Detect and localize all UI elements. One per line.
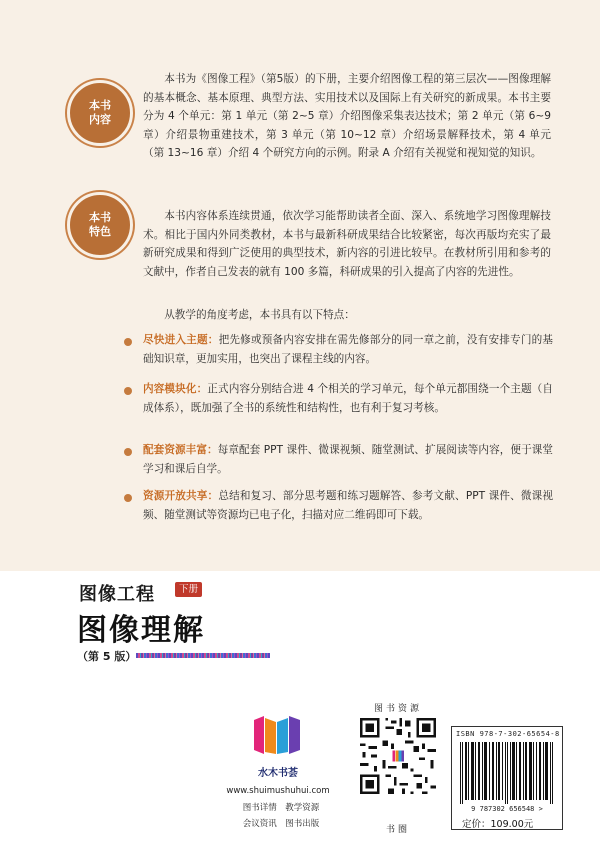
- qr-code-icon: [357, 715, 439, 797]
- bullet-dot: [124, 387, 132, 395]
- series-title: 图像工程: [79, 584, 155, 605]
- qr-label-top: 图书资源: [373, 704, 422, 714]
- bullet-dot: [124, 494, 132, 502]
- barcode-digits: 9 787302 656548 >: [471, 805, 543, 813]
- barcode-icon: [456, 742, 558, 804]
- publisher-links-row2: 会议资讯 图书出版: [242, 819, 320, 829]
- feature-title: 尽快进入主题：: [143, 334, 219, 346]
- content-summary: 本书为《图像工程》（第5版）的下册，主要介绍图像工程的第三层次——图像理解的基本概念、基本原理、典型方法、实用技术以及国际上有关研究的新成果。本书主要分为 4 个单元：第 1 单元（第 2~5 章）介绍图像采集表达技术；第 2 单元（第 6~9 章）介绍景物重建技术，第 3 单元（第 10~12 章）介绍场景解释技术，第 4 单元（第 13~16 章）介绍 4 个研究方向的示例。附录 A 介绍有关视觉和视知觉的知识。: [143, 73, 551, 160]
- features-badge-line2: 特色: [89, 225, 111, 238]
- feature-item: [143, 331, 553, 368]
- publisher-logo-icon: [252, 714, 302, 756]
- book-title: 图像理解: [77, 613, 205, 648]
- feature-title: 资源开放共享：: [143, 490, 219, 502]
- feature-item: [143, 380, 553, 417]
- decorative-stripe: [136, 653, 270, 658]
- bullet-dot: [124, 338, 132, 346]
- feature-title: 配套资源丰富：: [143, 444, 218, 456]
- edition-label: （第 5 版）: [77, 650, 137, 663]
- isbn-number: ISBN 978-7-302-65654-8: [456, 730, 560, 738]
- feature-title: 内容模块化：: [143, 383, 208, 395]
- features-badge-line1: 本书: [89, 211, 111, 224]
- features-intro: 本书内容体系连续贯通，依次学习能帮助读者全面、深入、系统地学习图像理解技术。相比于国内外同类教材，本书与最新科研成果结合比较紧密，每次再版均充实了最新研究成果和得到广泛使用的典型技术，新内容的引进比较早。在教材所引用和参考的文献中，作者自己发表的就有 100 多篇，科研成果的引入提高了内容的先进性。: [143, 210, 551, 278]
- content-badge-line2: 内容: [89, 113, 111, 126]
- content-badge-line1: 本书: [89, 99, 111, 112]
- publisher-name: 水木书荟: [258, 768, 298, 779]
- feature-text: 把先修或预备内容安排在需先修部分的同一章之前，没有安排专门的基础知识章，更加实用，也突出了课程主线的内容。: [143, 334, 554, 365]
- feature-text: 总结和复习、部分思考题和练习题解答、参考文献、PPT 课件、微课视频、随堂测试等资源均已电子化，扫描对应二维码即可下载。: [143, 490, 553, 521]
- features-lead: 从教学的角度考虑，本书具有以下特点：: [164, 309, 355, 321]
- feature-text: 正式内容分别结合进 4 个相关的学习单元，每个单元都围绕一个主题（自成体系），既加强了全书的系统性和结构性，也有利于复习考核。: [143, 383, 553, 414]
- qr-label-bottom: 书圈: [385, 825, 410, 835]
- feature-item: [143, 487, 553, 524]
- features-badge: [67, 192, 133, 258]
- publisher-url: www.shuimushuhui.com: [226, 786, 330, 796]
- volume-tag: 下册: [175, 582, 202, 597]
- publisher-links-row1: 图书详情 教学资源: [242, 803, 320, 813]
- feature-text: 每章配套 PPT 课件、微课视频、随堂测试、扩展阅读等内容，便于课堂学习和课后自学。: [143, 444, 553, 475]
- content-badge: [67, 80, 133, 146]
- price-label: 定价：109.00元: [462, 819, 534, 830]
- bullet-dot: [124, 448, 132, 456]
- feature-item: [143, 441, 553, 478]
